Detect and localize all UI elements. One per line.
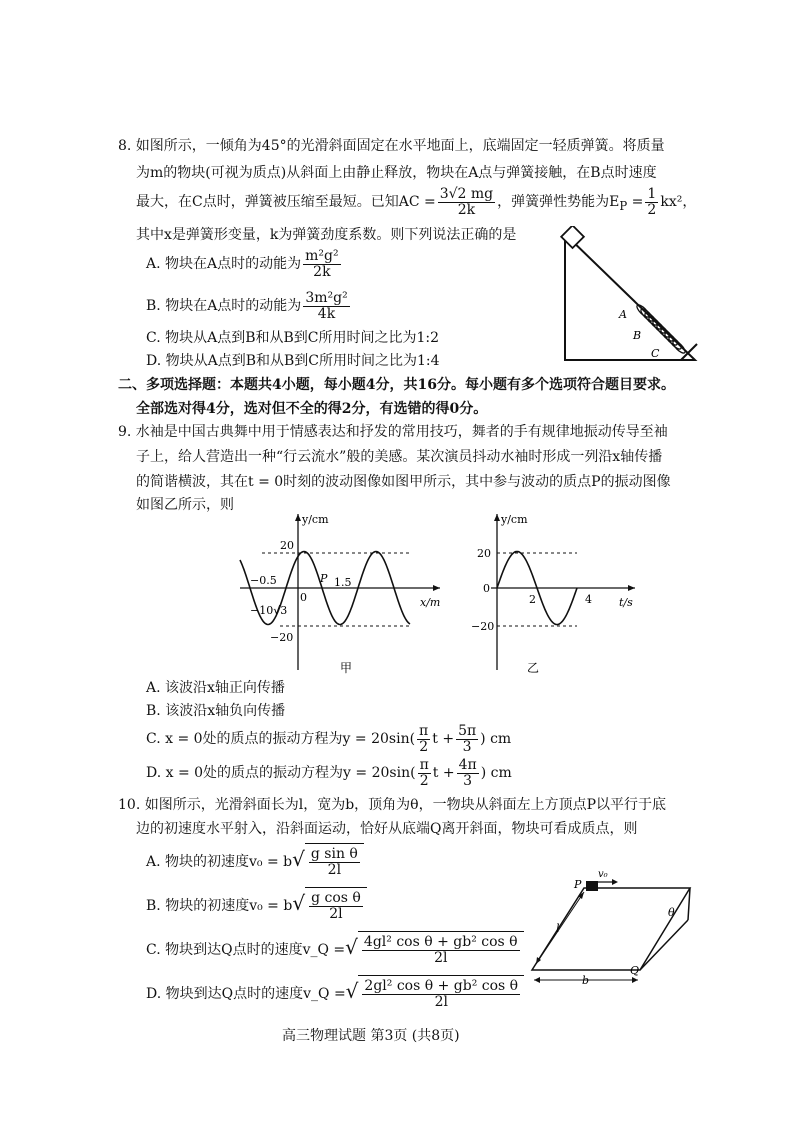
section2-line2: 全部选对得4分，选对但不全的得2分，有选错的得0分。 — [136, 401, 488, 417]
q8-option-a: A. 物块在A点时的动能为 $\frac{\text{m²g²}}{2k}$ — [146, 247, 339, 280]
q8-option-c: C. 物块从A点到B和从B到C所用时间之比为1:2 — [146, 330, 440, 346]
q10-line2: 边的初速度水平射入，沿斜面运动，恰好从底端Q离开斜面，物块可看成质点，则 — [136, 821, 638, 837]
label-b: B — [633, 329, 642, 342]
half-fraction: $\frac{1}{2}$ — [647, 185, 657, 218]
vibration-graph — [465, 508, 645, 678]
label-p: P — [574, 878, 582, 891]
block-icon — [586, 881, 598, 891]
vib-zero: 0 — [483, 582, 490, 595]
q8-option-d: D. 物块从A点到B和从B到C所用时间之比为1:4 — [146, 353, 440, 369]
q9-option-c: C. x = 0处的质点的振动方程为y = 20sin( $\frac{\pi}{2}$ t + $\frac{5\pi}{3}$ ) cm — [146, 722, 512, 755]
q9-line4: 如图乙所示，则 — [136, 497, 234, 513]
incline-spring-figure — [555, 226, 705, 368]
wave-y-top: 20 — [280, 539, 294, 552]
q10-option-a: A. 物块的初速度v₀ = b√ $\frac{\text{g sin θ}}{2l}$ — [146, 840, 364, 882]
vib-xlabel: t/s — [619, 596, 633, 609]
q10-option-d: D. 物块到达Q点时的速度v_Q =√ $\frac{\text{2gl² cos θ + gb² cos θ}}{2l}$ — [146, 972, 524, 1014]
q8-line1: 8. 如图所示，一倾角为45°的光滑斜面固定在水平地面上，底端固定一轻质弹簧。将质量 — [118, 138, 665, 154]
q9-line1: 9. 水袖是中国古典舞中用于情感表达和抒发的常用技巧，舞者的手有规律地振动传导至袖 — [118, 424, 668, 440]
label-b: b — [582, 974, 590, 987]
vib-t2: 2 — [529, 593, 536, 606]
inclined-plane-figure — [518, 866, 718, 992]
page-footer: 高三物理试题 第3页 (共8页) — [282, 1028, 460, 1044]
label-theta: θ — [668, 906, 675, 919]
caption-jia: 甲 — [340, 661, 353, 675]
q8-line2: 为m的物块(可视为质点)从斜面上由静止释放，物块在A点与弹簧接触，在B点时速度 — [136, 165, 657, 181]
q8-option-b: B. 物块在A点时的动能为 $\frac{\text{3m²g²}}{4k}$ — [146, 289, 348, 322]
q8-line3: 最大，在C点时，弹簧被压缩至最短。已知AC = $\frac{3√2 mg}{2k}$ ，弹簧弹性势能为$E_P$ = $\frac{1}{2}$ kx²， — [136, 185, 697, 218]
wave-xlabel: x/m — [420, 596, 441, 609]
q10-option-b: B. 物块的初速度v₀ = b√ $\frac{\text{g cos θ}}{2l}$ — [146, 884, 367, 926]
q9-line3: 的简谐横波，其在t = 0时刻的波动图像如图甲所示，其中参与波动的质点P的振动图像 — [136, 474, 671, 490]
wave-x-zero: 0 — [300, 591, 307, 604]
vib-ylabel: y/cm — [501, 513, 528, 526]
section2-line1: 二、多项选择题：本题共4小题，每小题4分，共16分。每小题有多个选项符合题目要求。 — [118, 377, 675, 393]
label-q: Q — [630, 964, 640, 977]
q10-option-c: C. 物块到达Q点时的速度v_Q =√ $\frac{\text{4gl² cos θ + gb² cos θ}}{2l}$ — [146, 928, 524, 970]
q8-line4: 其中x是弹簧形变量，k为弹簧劲度系数。则下列说法正确的是 — [136, 227, 517, 243]
q9-option-d: D. x = 0处的质点的振动方程为y = 20sin( $\frac{\pi}{2}$ t + $\frac{4\pi}{3}$ ) cm — [146, 756, 512, 789]
q9-option-b: B. 该波沿x轴负向传播 — [146, 703, 286, 719]
wave-ylabel: y/cm — [302, 513, 329, 526]
q9-option-a: A. 该波沿x轴正向传播 — [146, 680, 285, 696]
label-v0: v₀ — [598, 869, 608, 880]
wave-x-p: 1.5 — [334, 576, 352, 589]
vib-y-top: 20 — [477, 547, 491, 560]
vib-t4: 4 — [585, 593, 592, 606]
label-a: A — [619, 308, 627, 321]
wave-y-mid: −10√3 — [250, 604, 288, 617]
q9-line2: 子上，给人营造出一种“行云流水”般的美感。某次演员抖动水袖时形成一列沿x轴传播 — [136, 449, 663, 465]
label-c: C — [651, 347, 660, 360]
wave-p-label: P — [320, 572, 328, 585]
wave-graph — [232, 508, 447, 678]
wave-y-bottom: −20 — [270, 631, 294, 644]
ac-fraction: $\frac{3√2 mg}{2k}$ — [439, 185, 494, 218]
vib-y-bottom: −20 — [471, 620, 495, 633]
label-l: l — [556, 922, 560, 935]
caption-yi: 乙 — [527, 661, 540, 675]
wave-x-neg: −0.5 — [250, 574, 277, 587]
q10-line1: 10. 如图所示，光滑斜面长为l，宽为b，顶角为θ，一物块从斜面左上方顶点P以平行于底 — [118, 797, 667, 813]
